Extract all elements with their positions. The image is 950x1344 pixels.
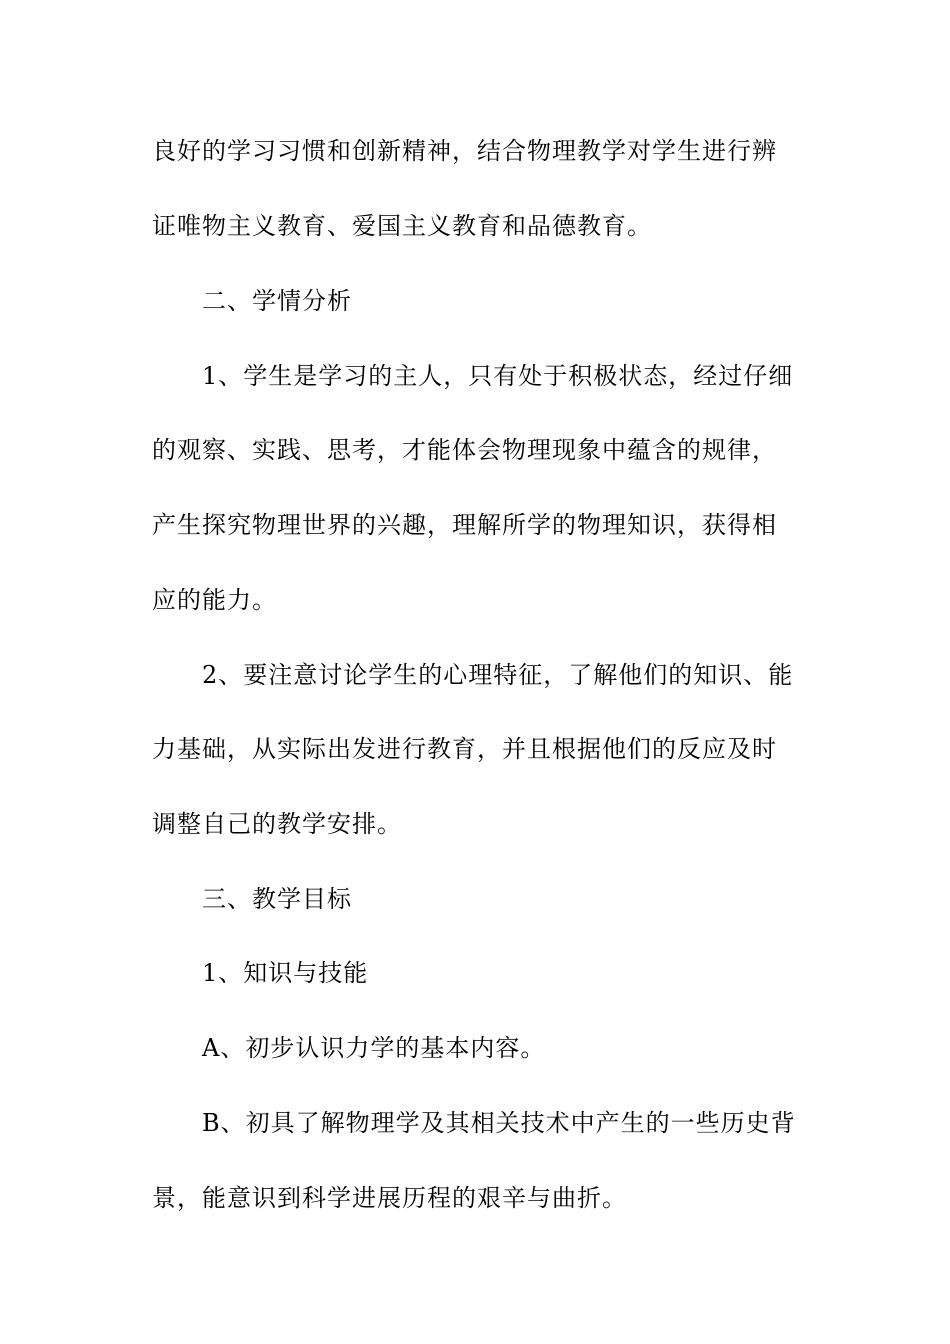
paragraph-line: 的观察、实践、思考，才能体会物理现象中蕴含的规律， [152, 436, 777, 464]
paragraph-line: 应的能力。 [152, 586, 277, 614]
section-heading: 三、教学目标 [202, 885, 352, 913]
paragraph-line: B、初具了解物理学及其相关技术中产生的一些历史背 [202, 1109, 796, 1137]
paragraph-line: 证唯物主义教育、爱国主义教育和品德教育。 [152, 212, 652, 240]
paragraph-line: 产生探究物理世界的兴趣，理解所学的物理知识，获得相 [152, 511, 777, 539]
paragraph-line: A、初步认识力学的基本内容。 [202, 1034, 546, 1062]
paragraph-line: 调整自己的教学安排。 [152, 810, 402, 838]
paragraph-line: 良好的学习习惯和创新精神，结合物理教学对学生进行辨 [152, 137, 777, 165]
paragraph-line: 景，能意识到科学进展历程的艰辛与曲折。 [152, 1184, 627, 1212]
paragraph-line: 力基础，从实际出发进行教育，并且根据他们的反应及时 [152, 735, 777, 763]
paragraph-line: 1、学生是学习的主人，只有处于积极状态，经过仔细 [202, 362, 794, 390]
subsection-heading: 1、知识与技能 [202, 959, 369, 987]
section-heading: 二、学情分析 [202, 287, 352, 315]
paragraph-line: 2、要注意讨论学生的心理特征，了解他们的知识、能 [202, 661, 794, 689]
